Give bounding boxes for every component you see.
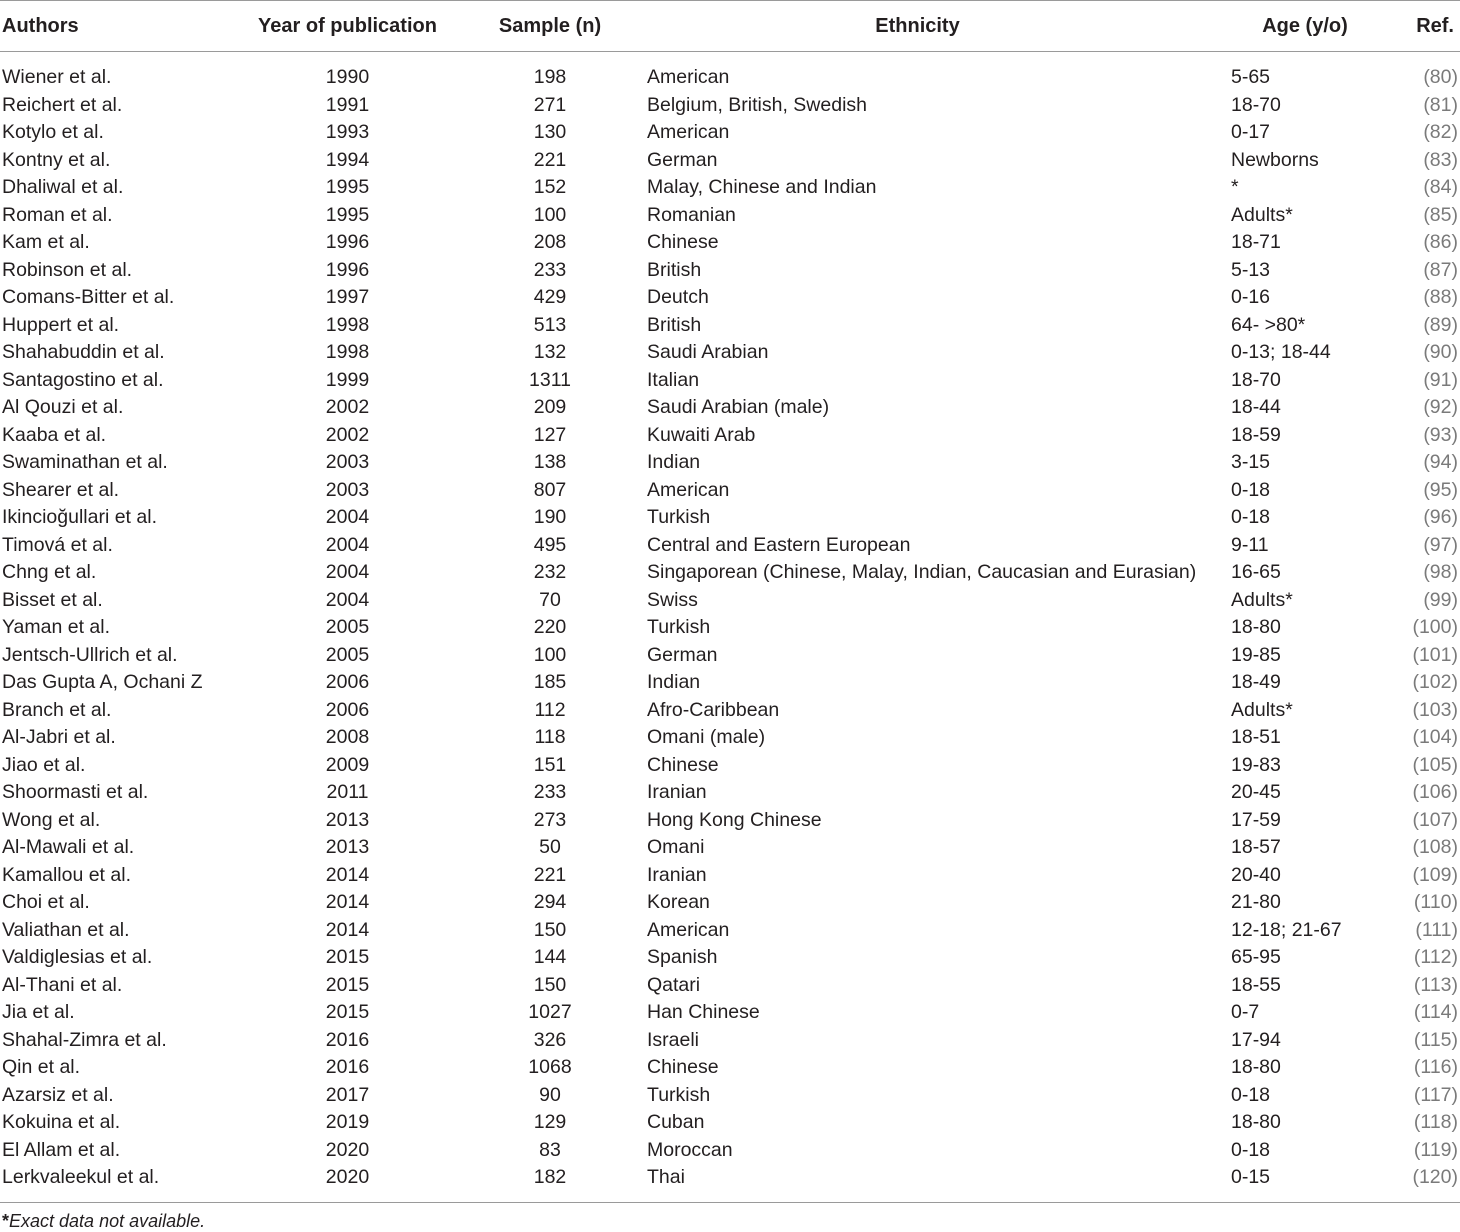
cell-year: 2020 — [325, 1166, 370, 1188]
cell-ethnicity: Han Chinese — [647, 1001, 760, 1023]
table-row — [0, 257, 1460, 285]
cell-year: 2005 — [325, 616, 370, 638]
cell-age: 18-80 — [1231, 1056, 1281, 1078]
cell-age: 18-71 — [1231, 231, 1281, 253]
cell-ethnicity: American — [647, 66, 730, 88]
cell-year: 1995 — [325, 176, 370, 198]
cell-ethnicity: Afro-Caribbean — [647, 698, 780, 721]
cell-ethnicity: Kuwaiti Arab — [647, 423, 756, 446]
cell-year: 2016 — [325, 1028, 370, 1051]
cell-ethnicity: Indian — [647, 671, 701, 693]
table-row — [0, 807, 1460, 835]
cell-authors: Huppert et al. — [2, 313, 120, 336]
table-header — [0, 1, 1460, 52]
cell-sample: 150 — [533, 973, 567, 996]
cell-ethnicity: Chinese — [647, 231, 719, 253]
cell-ref[interactable]: (111) — [1415, 918, 1458, 941]
cell-year: 1999 — [325, 368, 370, 391]
cell-sample: 150 — [533, 918, 567, 941]
cell-year: 2002 — [325, 423, 370, 446]
header-authors: Authors — [0, 1, 235, 52]
cell-ethnicity: Indian — [647, 451, 701, 473]
cell-age: 18-51 — [1231, 726, 1281, 748]
cell-age: 20-45 — [1231, 781, 1281, 803]
table-row — [0, 52, 1460, 92]
table-row — [0, 944, 1460, 972]
cell-ref[interactable]: (96) — [1423, 506, 1458, 528]
table-row — [0, 779, 1460, 807]
cell-authors: Al-Jabri et al. — [2, 726, 116, 748]
table-row — [0, 174, 1460, 202]
cell-age: 5-65 — [1231, 66, 1271, 88]
cell-ref[interactable]: (89) — [1423, 313, 1458, 336]
cell-authors: Kamallou et al. — [2, 863, 131, 886]
cell-ethnicity: Thai — [647, 1166, 685, 1188]
cell-ref[interactable]: (104) — [1412, 726, 1458, 748]
table-row — [0, 1137, 1460, 1165]
cell-authors: Al-Thani et al. — [2, 973, 123, 996]
cell-sample: 112 — [534, 698, 566, 721]
table-row — [0, 284, 1460, 312]
cell-authors: Shahabuddin et al. — [2, 341, 165, 363]
cell-authors: Ikincioğullari et al. — [2, 506, 157, 528]
cell-ethnicity: American — [647, 121, 730, 143]
cell-ethnicity: Turkish — [647, 506, 711, 528]
cell-sample: 144 — [533, 946, 567, 968]
cell-sample: 182 — [533, 1166, 567, 1188]
cell-age: 16-65 — [1231, 561, 1281, 583]
table-row — [0, 504, 1460, 532]
cell-age: 65-95 — [1231, 946, 1281, 968]
cell-ethnicity: Romanian — [647, 203, 736, 226]
cell-ref[interactable]: (88) — [1423, 286, 1458, 308]
cell-year: 2015 — [325, 946, 370, 968]
cell-year: 2004 — [325, 561, 370, 583]
cell-authors: Roman et al. — [2, 203, 113, 226]
cell-authors: Valdiglesias et al. — [2, 946, 153, 968]
cell-sample: 233 — [533, 258, 567, 281]
cell-sample: 118 — [534, 726, 566, 748]
cell-age: 21-80 — [1231, 891, 1281, 913]
cell-sample: 807 — [533, 478, 567, 501]
cell-ethnicity: Cuban — [647, 1111, 705, 1133]
table-row — [0, 752, 1460, 780]
cell-ethnicity: British — [647, 313, 702, 336]
cell-sample: 83 — [539, 1138, 561, 1161]
cell-sample: 429 — [533, 286, 567, 308]
cell-ethnicity: Israeli — [647, 1028, 700, 1051]
cell-age: Adults* — [1231, 588, 1293, 611]
cell-sample: 294 — [533, 891, 567, 913]
cell-year: 2013 — [325, 808, 370, 831]
cell-authors: Bisset et al. — [2, 588, 103, 611]
cell-year: 2011 — [326, 781, 369, 803]
cell-sample: 221 — [533, 863, 567, 886]
cell-sample: 273 — [533, 808, 567, 831]
table-row — [0, 917, 1460, 945]
cell-ethnicity: Turkish — [647, 616, 711, 638]
table-row — [0, 202, 1460, 230]
cell-age: 18-49 — [1231, 671, 1281, 693]
cell-authors: Yaman et al. — [2, 616, 111, 638]
cell-authors: Qin et al. — [2, 1056, 81, 1078]
table-row — [0, 422, 1460, 450]
cell-age: 0-15 — [1231, 1166, 1271, 1188]
cell-authors: Jentsch-Ullrich et al. — [2, 643, 178, 666]
header-age: Age (y/o) — [1195, 1, 1355, 52]
cell-age: 0-18 — [1231, 1083, 1271, 1106]
cell-authors: Kotylo et al. — [2, 121, 104, 143]
table-row — [0, 449, 1460, 477]
cell-authors: Chng et al. — [2, 561, 97, 583]
cell-sample: 132 — [533, 341, 567, 363]
cell-ethnicity: Central and Eastern European — [647, 533, 911, 556]
cell-year: 2003 — [325, 478, 370, 501]
cell-sample: 152 — [533, 176, 567, 198]
table-row — [0, 1109, 1460, 1137]
table-row — [0, 972, 1460, 1000]
cell-year: 2004 — [325, 506, 370, 528]
cell-year: 1995 — [325, 203, 370, 226]
cell-ref[interactable]: (115) — [1413, 1028, 1458, 1051]
cell-ethnicity: Spanish — [647, 946, 718, 968]
header-ref: Ref. — [1355, 1, 1460, 52]
cell-sample: 495 — [533, 533, 567, 556]
cell-authors: Shoormasti et al. — [2, 781, 149, 803]
cell-ref[interactable]: (103) — [1412, 698, 1458, 721]
cell-ethnicity: German — [647, 643, 718, 666]
cell-authors: Robinson et al. — [2, 258, 133, 281]
cell-year: 1998 — [325, 313, 370, 336]
cell-year: 1994 — [325, 148, 370, 171]
cell-ethnicity: Korean — [647, 891, 710, 913]
cell-year: 1998 — [325, 341, 370, 363]
cell-authors: Shahal-Zimra et al. — [2, 1028, 167, 1051]
cell-ref[interactable]: (98) — [1423, 561, 1458, 583]
cell-authors: Al-Mawali et al. — [2, 836, 135, 858]
cell-year: 2020 — [325, 1138, 370, 1161]
header-ethnicity: Ethnicity — [640, 1, 1195, 52]
cell-sample: 130 — [533, 121, 567, 143]
cell-ref[interactable]: (102) — [1412, 671, 1458, 693]
cell-age: 0-16 — [1231, 286, 1271, 308]
cell-ref[interactable]: (114) — [1413, 1001, 1458, 1023]
table-row — [0, 119, 1460, 147]
cell-sample: 271 — [533, 93, 567, 116]
cell-age: 0-18 — [1231, 1138, 1271, 1161]
cell-year: 2016 — [325, 1056, 370, 1078]
cell-ethnicity: Hong Kong Chinese — [647, 808, 822, 831]
cell-ethnicity: Iranian — [647, 863, 707, 886]
cell-sample: 185 — [533, 671, 567, 693]
cell-ref[interactable]: (108) — [1412, 836, 1458, 858]
table-row — [0, 587, 1460, 615]
cell-authors: Dhaliwal et al. — [2, 176, 124, 198]
cell-ref[interactable]: (91) — [1423, 368, 1458, 391]
cell-age: * — [1231, 176, 1239, 198]
cell-ref[interactable]: (119) — [1413, 1138, 1458, 1161]
cell-ref[interactable]: (117) — [1413, 1083, 1458, 1106]
table-row — [0, 1054, 1460, 1082]
table-row — [0, 312, 1460, 340]
cell-authors: Wiener et al. — [2, 66, 112, 88]
cell-authors: Comans-Bitter et al. — [2, 286, 175, 308]
cell-ethnicity: Italian — [647, 368, 700, 391]
cell-age: 18-80 — [1231, 1111, 1281, 1133]
cell-age: 12-18; 21-67 — [1231, 918, 1342, 941]
cell-sample: 1027 — [528, 1001, 572, 1023]
cell-age: 18-59 — [1231, 423, 1281, 446]
cell-authors: Jiao et al. — [2, 753, 86, 776]
table-row — [0, 862, 1460, 890]
cell-year: 2005 — [325, 643, 370, 666]
cell-ref[interactable]: (106) — [1412, 781, 1458, 803]
cell-sample: 90 — [539, 1083, 561, 1106]
cell-year: 2014 — [325, 891, 370, 913]
table-row — [0, 1164, 1460, 1202]
cell-ethnicity: Saudi Arabian (male) — [647, 396, 830, 418]
cell-authors: Branch et al. — [2, 698, 112, 721]
cell-authors: Santagostino et al. — [2, 368, 164, 391]
cell-age: 0-17 — [1231, 121, 1271, 143]
table-row — [0, 697, 1460, 725]
cell-year: 1993 — [325, 121, 370, 143]
cell-ethnicity: Malay, Chinese and Indian — [647, 176, 877, 198]
cell-authors: Das Gupta A, Ochani Z — [2, 671, 203, 693]
cell-ethnicity: Singaporean (Chinese, Malay, Indian, Caucasian and Eurasian) — [647, 561, 1197, 583]
cell-ref[interactable]: (93) — [1423, 423, 1458, 446]
cell-sample: 1311 — [529, 368, 571, 391]
cell-ethnicity: German — [647, 148, 718, 171]
cell-ref[interactable]: (83) — [1423, 148, 1458, 171]
cell-ref[interactable]: (116) — [1413, 1056, 1458, 1078]
cell-sample: 198 — [533, 66, 567, 88]
cell-year: 2004 — [325, 533, 370, 556]
cell-age: 3-15 — [1231, 451, 1271, 473]
cell-ref[interactable]: (101) — [1412, 643, 1458, 666]
cell-authors: Wong et al. — [2, 808, 101, 831]
cell-year: 2009 — [325, 753, 370, 776]
cell-ref[interactable]: (80) — [1423, 66, 1458, 88]
cell-age: 18-70 — [1231, 368, 1281, 391]
cell-age: 0-13; 18-44 — [1231, 341, 1331, 363]
cell-authors: Swaminathan et al. — [2, 451, 168, 473]
table-row — [0, 367, 1460, 395]
cell-year: 2017 — [325, 1083, 370, 1106]
cell-year: 2004 — [325, 588, 370, 611]
cell-sample: 209 — [533, 396, 567, 418]
cell-sample: 513 — [533, 313, 567, 336]
cell-ethnicity: Chinese — [647, 1056, 719, 1078]
cell-age: 5-13 — [1231, 258, 1271, 281]
cell-age: 0-18 — [1231, 506, 1271, 528]
cell-age: 17-59 — [1231, 808, 1281, 831]
cell-sample: 70 — [539, 588, 561, 611]
cell-year: 2003 — [325, 451, 370, 473]
table-row — [0, 614, 1460, 642]
cell-ref[interactable]: (84) — [1423, 176, 1458, 198]
cell-authors: El Allam et al. — [2, 1138, 121, 1161]
cell-sample: 129 — [533, 1111, 567, 1133]
cell-ethnicity: Saudi Arabian — [647, 341, 769, 363]
cell-ethnicity: Omani (male) — [647, 726, 766, 748]
cell-age: 17-94 — [1231, 1028, 1281, 1051]
cell-ethnicity: American — [647, 918, 730, 941]
cell-ref[interactable]: (99) — [1423, 588, 1458, 611]
cell-age: Adults* — [1231, 203, 1293, 226]
cell-ethnicity: Omani — [647, 836, 705, 858]
cell-sample: 100 — [533, 203, 567, 226]
cell-age: Newborns — [1231, 148, 1319, 171]
cell-age: 19-85 — [1231, 643, 1281, 666]
cell-ethnicity: Swiss — [647, 588, 698, 611]
cell-ethnicity: British — [647, 258, 702, 281]
cell-sample: 208 — [533, 231, 567, 253]
header-year: Year of publication — [235, 1, 460, 52]
table-row — [0, 724, 1460, 752]
cell-ref[interactable]: (82) — [1423, 121, 1458, 143]
cell-year: 2015 — [325, 973, 370, 996]
table-row — [0, 834, 1460, 862]
cell-sample: 232 — [533, 561, 567, 583]
cell-authors: Reichert et al. — [2, 93, 123, 116]
cell-ethnicity: American — [647, 478, 730, 501]
cell-ref[interactable]: (113) — [1413, 973, 1458, 996]
cell-sample: 326 — [533, 1028, 567, 1051]
cell-age: 18-70 — [1231, 93, 1281, 116]
table-row — [0, 642, 1460, 670]
cell-age: 18-44 — [1231, 396, 1281, 418]
cell-ref[interactable]: (90) — [1423, 341, 1458, 363]
cell-year: 1991 — [325, 93, 370, 116]
cell-authors: Kaaba et al. — [2, 423, 107, 446]
cell-ethnicity: Qatari — [647, 973, 701, 996]
cell-age: 18-80 — [1231, 616, 1281, 638]
cell-ref[interactable]: (109) — [1412, 863, 1458, 886]
table-row — [0, 229, 1460, 257]
cell-ref[interactable]: (85) — [1423, 203, 1458, 226]
header-row — [0, 1, 1460, 52]
cell-age: 0-18 — [1231, 478, 1271, 501]
cell-year: 2006 — [325, 698, 370, 721]
table-row — [0, 477, 1460, 505]
cell-ref[interactable]: (92) — [1423, 396, 1458, 418]
table-row — [0, 532, 1460, 560]
cell-authors: Kontny et al. — [2, 148, 111, 171]
header-sample: Sample (n) — [460, 1, 640, 52]
cell-authors: Choi et al. — [2, 891, 90, 913]
cell-sample: 138 — [533, 451, 567, 473]
footnote-text: Exact data not available. — [9, 1210, 206, 1231]
cell-age: 9-11 — [1231, 533, 1269, 556]
cell-year: 2002 — [325, 396, 370, 418]
cell-ref[interactable]: (120) — [1412, 1166, 1458, 1188]
table-footnote — [0, 1211, 1460, 1232]
cell-year: 1990 — [325, 66, 370, 88]
cell-ref[interactable]: (95) — [1423, 478, 1458, 501]
cell-authors: Azarsiz et al. — [2, 1083, 114, 1106]
cell-ref[interactable]: (87) — [1423, 258, 1458, 281]
cell-year: 2014 — [325, 863, 370, 886]
table-row — [0, 339, 1460, 367]
cell-ref[interactable]: (100) — [1412, 616, 1458, 638]
cell-ref[interactable]: (97) — [1423, 533, 1458, 556]
cell-ref[interactable]: (81) — [1423, 93, 1458, 116]
cell-age: 18-57 — [1231, 836, 1281, 858]
cell-sample: 221 — [533, 148, 567, 171]
cell-sample: 220 — [533, 616, 567, 638]
table-row — [0, 1082, 1460, 1110]
cell-year: 1996 — [325, 258, 370, 281]
cell-ref[interactable]: (110) — [1413, 891, 1458, 913]
cell-year: 2015 — [325, 1001, 370, 1023]
cell-age: 64- >80* — [1231, 313, 1306, 336]
cell-sample: 151 — [533, 753, 567, 776]
cell-year: 2019 — [325, 1111, 370, 1133]
cell-sample: 233 — [533, 781, 567, 803]
cell-authors: Kam et al. — [2, 231, 90, 253]
cell-authors: Timová et al. — [2, 533, 113, 556]
table-row — [0, 889, 1460, 917]
footnote-marker: * — [2, 1210, 10, 1231]
cell-ref[interactable]: (118) — [1413, 1111, 1458, 1133]
table-row — [0, 669, 1460, 697]
table-row — [0, 559, 1460, 587]
cell-age: 0-7 — [1231, 1001, 1260, 1023]
cell-ethnicity: Deutch — [647, 286, 709, 308]
table-row — [0, 147, 1460, 175]
table-body — [0, 52, 1460, 1203]
cell-year: 2013 — [325, 836, 370, 858]
cell-sample: 100 — [533, 643, 567, 666]
cell-sample: 1068 — [528, 1056, 572, 1078]
cell-ref[interactable]: (107) — [1412, 808, 1458, 831]
cell-sample: 190 — [533, 506, 567, 528]
cell-age: 18-55 — [1231, 973, 1281, 996]
cell-year: 2008 — [325, 726, 370, 748]
table-row — [0, 1027, 1460, 1055]
table-row — [0, 394, 1460, 422]
cell-ethnicity: Belgium, British, Swedish — [647, 93, 868, 116]
table-row — [0, 92, 1460, 120]
cell-year: 1997 — [325, 286, 370, 308]
cell-year: 1996 — [325, 231, 370, 253]
cell-ethnicity: Chinese — [647, 753, 719, 776]
cell-authors: Lerkvaleekul et al. — [2, 1166, 160, 1188]
cell-year: 2006 — [325, 671, 370, 693]
cell-sample: 127 — [533, 423, 567, 446]
cell-authors: Valiathan et al. — [2, 918, 130, 941]
cell-ethnicity: Iranian — [647, 781, 707, 803]
cell-ref[interactable]: (94) — [1423, 451, 1458, 473]
cell-sample: 50 — [539, 836, 561, 858]
cell-authors: Kokuina et al. — [2, 1111, 121, 1133]
cell-authors: Jia et al. — [2, 1001, 75, 1023]
cell-ethnicity: Moroccan — [647, 1138, 733, 1161]
cell-authors: Shearer et al. — [2, 478, 120, 501]
cell-year: 2014 — [325, 918, 370, 941]
cell-age: Adults* — [1231, 698, 1293, 721]
cell-ref[interactable]: (105) — [1412, 753, 1458, 776]
cell-authors: Al Qouzi et al. — [2, 396, 124, 418]
cell-ethnicity: Turkish — [647, 1083, 711, 1106]
cell-ref[interactable]: (112) — [1413, 946, 1458, 968]
cell-age: 19-83 — [1231, 753, 1281, 776]
table-row — [0, 999, 1460, 1027]
cell-ref[interactable]: (86) — [1423, 231, 1458, 253]
cell-age: 20-40 — [1231, 863, 1281, 886]
